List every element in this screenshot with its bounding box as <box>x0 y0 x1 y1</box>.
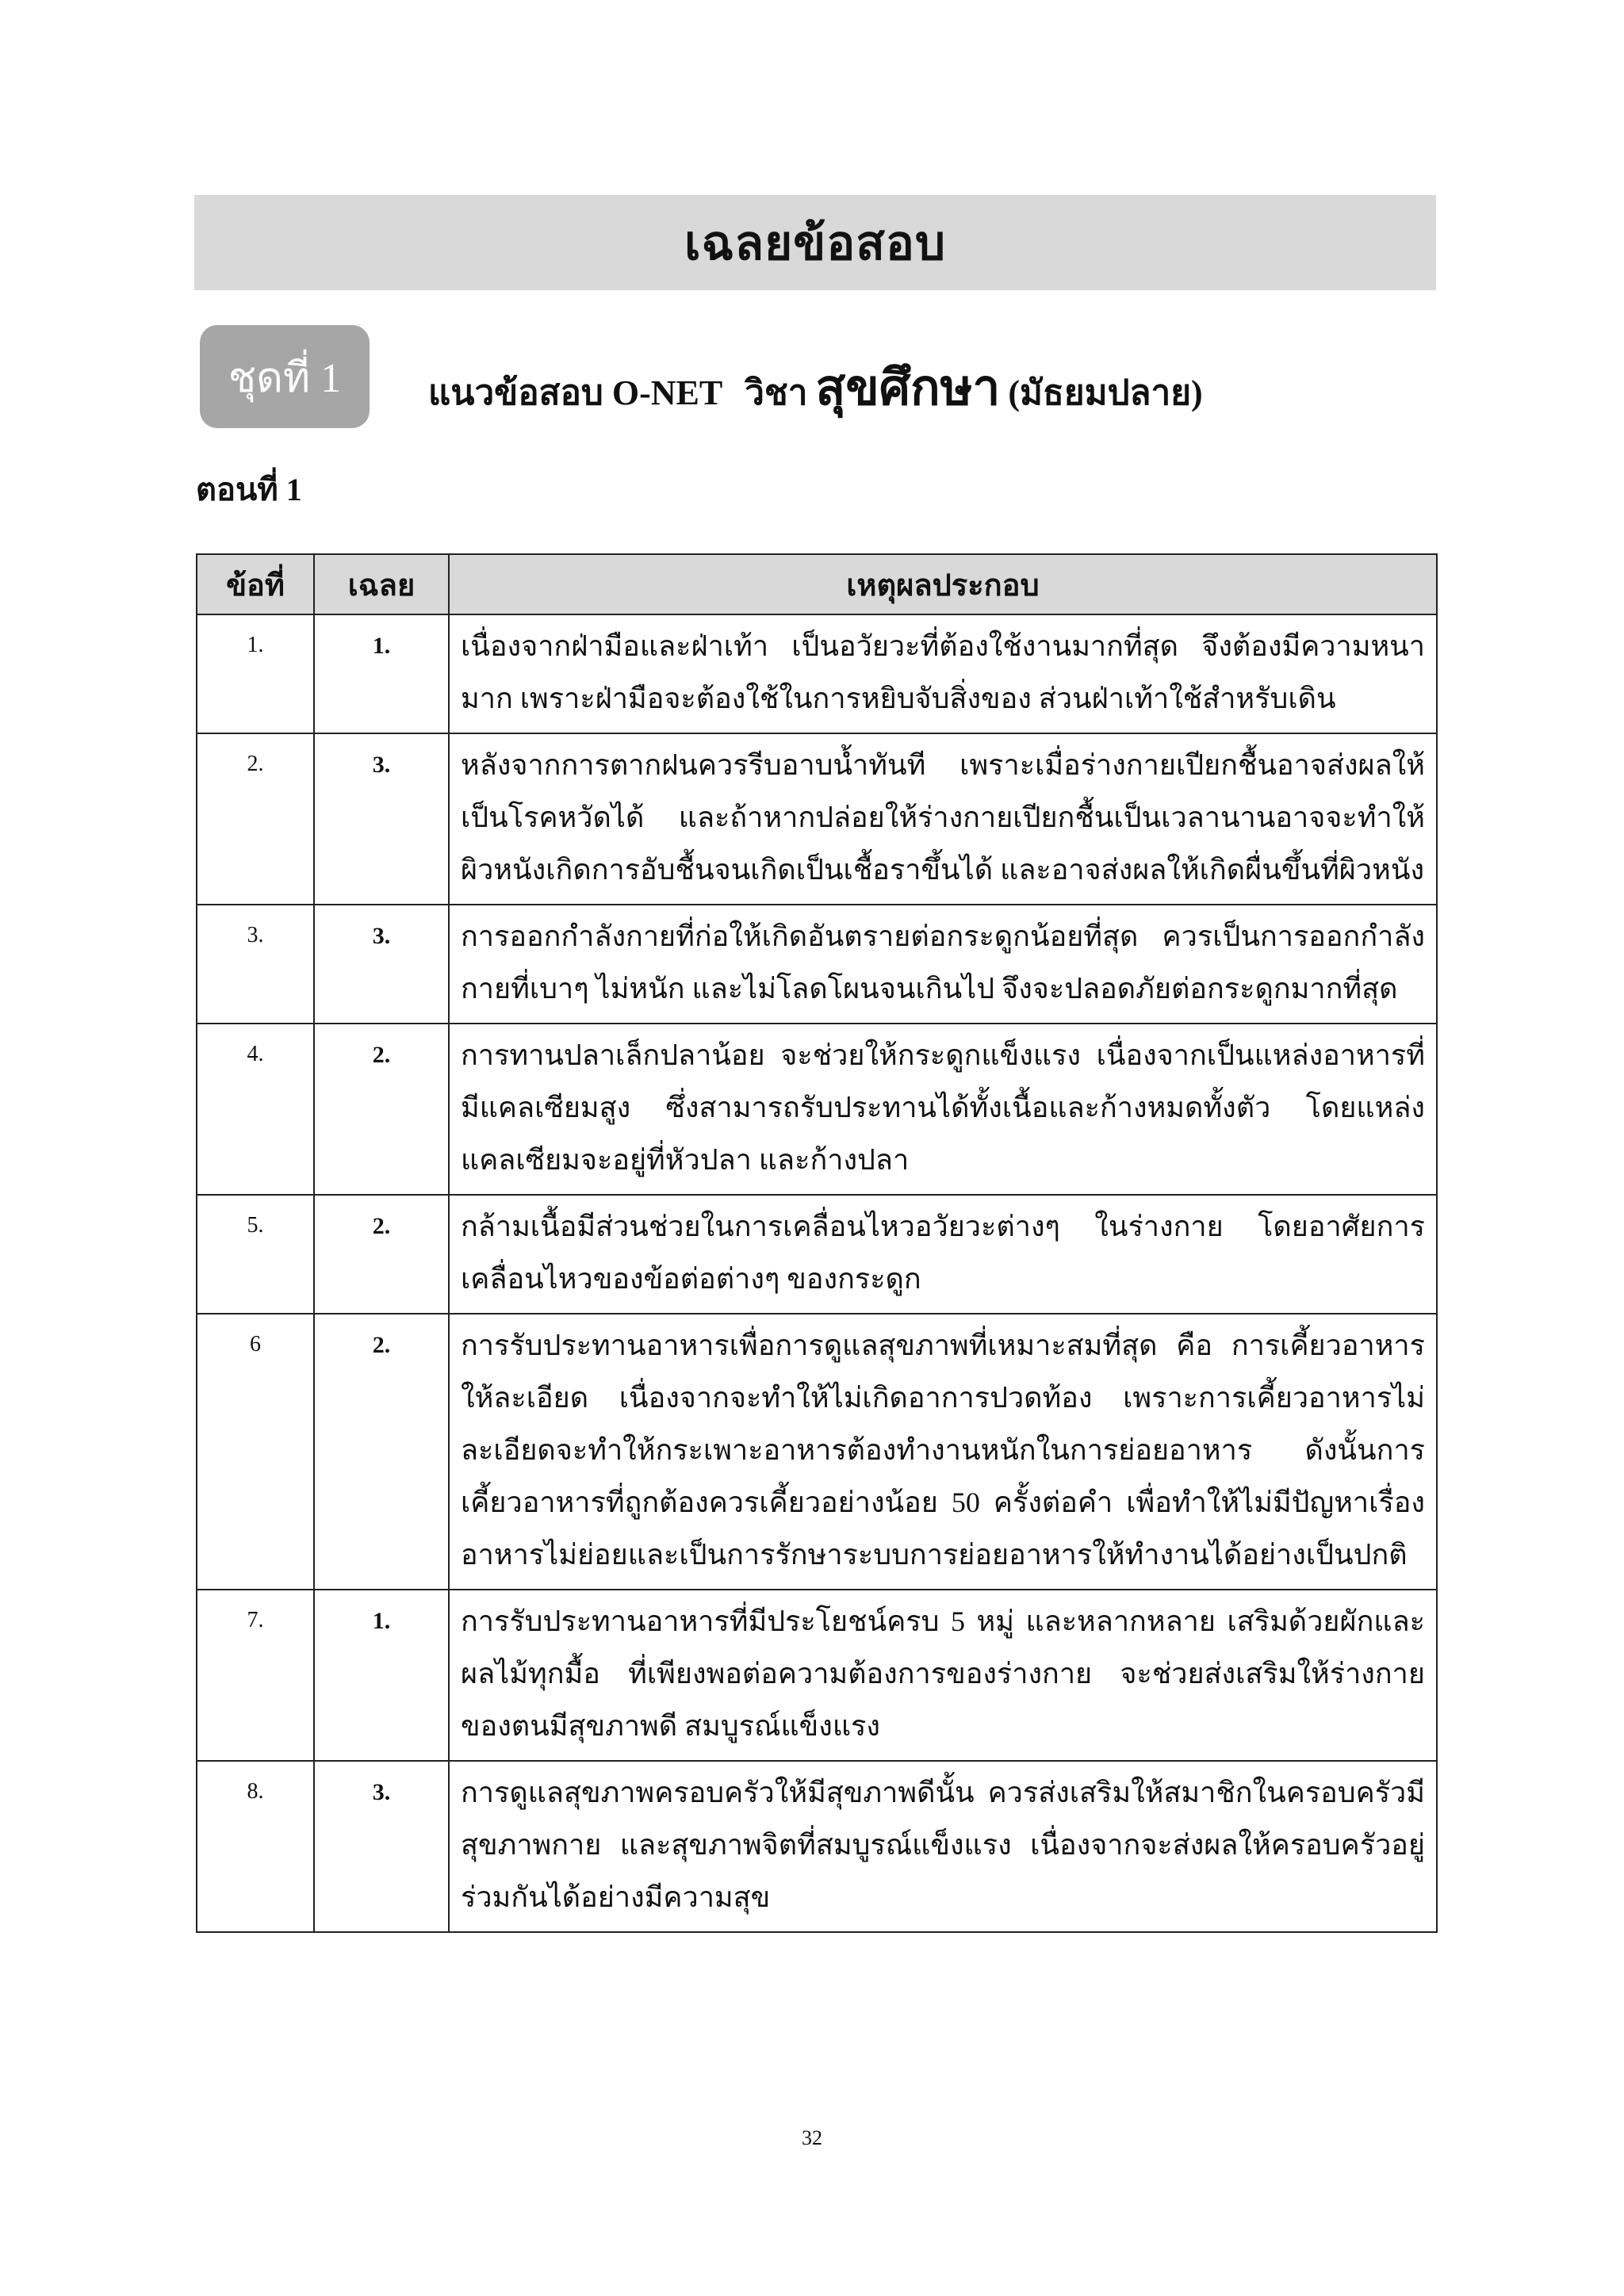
answer-value: 2. <box>314 1195 449 1314</box>
reason-text: การดูแลสุขภาพครอบครัวให้มีสุขภาพดีนั้น ควรส่งเสริมให้สมาชิกในครอบครัวมีสุขภาพกาย และสุขภาพจิตที่สมบูรณ์แข็งแรง เนื่องจากจะส่งผลให้ครอบครัวอยู่ร่วมกันได้อย่างมีความสุข <box>449 1761 1437 1932</box>
answer-value: 1. <box>314 614 449 733</box>
item-number: 1. <box>197 614 314 733</box>
section-label: ตอนที่ 1 <box>196 472 302 507</box>
answer-table <box>196 553 1438 1933</box>
table-row <box>197 1024 1437 1195</box>
set-badge <box>200 325 370 428</box>
reason-text: หลังจากการตากฝนควรรีบอาบน้ำทันที เพราะเมื่อร่างกายเปียกชื้นอาจส่งผลให้เป็นโรคหวัดได้ และถ้าหากปล่อยให้ร่างกายเปียกชื้นเป็นเวลานานอาจจะทำให้ผิวหนังเกิดการอับชื้นจนเกิดเป็นเชื้อราขึ้นได้ และอาจส่งผลให้เกิดผื่นขึ้นที่ผิวหนัง <box>449 733 1437 905</box>
item-number: 8. <box>197 1761 314 1932</box>
table-row <box>197 1590 1437 1761</box>
table-row <box>197 905 1437 1024</box>
reason-text: กล้ามเนื้อมีส่วนช่วยในการเคลื่อนไหวอวัยวะต่างๆ ในร่างกาย โดยอาศัยการเคลื่อนไหวของข้อต่อต่างๆ ของกระดูก <box>449 1195 1437 1314</box>
item-number: 2. <box>197 733 314 905</box>
subtitle-subject-label: วิชา <box>745 373 808 412</box>
item-number: 3. <box>197 905 314 1024</box>
item-number: 7. <box>197 1590 314 1761</box>
column-header-item: ข้อที่ <box>197 554 314 614</box>
reason-text: การทานปลาเล็กปลาน้อย จะช่วยให้กระดูกแข็งแรง เนื่องจากเป็นแหล่งอาหารที่มีแคลเซียมสูง ซึ่งสามารถรับประทานได้ทั้งเนื้อและก้างหมดทั้งตัว โดยแหล่งแคลเซียมจะอยู่ที่หัวปลา และก้างปลา <box>449 1024 1437 1195</box>
answer-value: 2. <box>314 1314 449 1590</box>
page-title-banner <box>194 195 1436 290</box>
subtitle-subject: สุขศึกษา <box>815 362 1001 415</box>
page-title: เฉลยข้อสอบ <box>684 216 947 270</box>
answer-value: 3. <box>314 905 449 1024</box>
set-badge-label: ชุดที่ 1 <box>228 355 342 401</box>
table-row <box>197 1195 1437 1314</box>
reason-text: การรับประทานอาหารที่มีประโยชน์ครบ 5 หมู่ และหลากหลาย เสริมด้วยผักและผลไม้ทุกมื้อ ที่เพียงพอต่อความต้องการของร่างกาย จะช่วยส่งเสริมให้ร่างกายของตนมีสุขภาพดี สมบูรณ์แข็งแรง <box>449 1590 1437 1761</box>
table-header-row <box>197 554 1437 614</box>
answer-value: 2. <box>314 1024 449 1195</box>
page-number: 32 <box>802 2126 822 2149</box>
table-row <box>197 1761 1437 1932</box>
table-row <box>197 614 1437 733</box>
exam-subtitle <box>428 349 1203 415</box>
column-header-answer: เฉลย <box>314 554 449 614</box>
answer-value: 3. <box>314 1761 449 1932</box>
item-number: 4. <box>197 1024 314 1195</box>
table-row <box>197 733 1437 905</box>
answer-value: 3. <box>314 733 449 905</box>
item-number: 5. <box>197 1195 314 1314</box>
subtitle-level: (มัธยมปลาย) <box>1008 373 1203 412</box>
item-number: 6 <box>197 1314 314 1590</box>
answer-value: 1. <box>314 1590 449 1761</box>
column-header-reason: เหตุผลประกอบ <box>449 554 1437 614</box>
subtitle-prefix: แนวข้อสอบ O-NET <box>428 373 723 412</box>
reason-text: การรับประทานอาหารเพื่อการดูแลสุขภาพที่เหมาะสมที่สุด คือ การเคี้ยวอาหารให้ละเอียด เนื่องจากจะทำให้ไม่เกิดอาการปวดท้อง เพราะการเคี้ยวอาหารไม่ละเอียดจะทำให้กระเพาะอาหารต้องทำงานหนักในการย่อยอาหาร ดังนั้นการเคี้ยวอาหารที่ถูกต้องควรเคี้ยวอย่างน้อย 50 ครั้งต่อคำ เพื่อทำให้ไม่มีปัญหาเรื่องอาหารไม่ย่อยและเป็นการรักษาระบบการย่อยอาหารให้ทำงานได้อย่างเป็นปกติ <box>449 1314 1437 1590</box>
reason-text: เนื่องจากฝ่ามือและฝ่าเท้า เป็นอวัยวะที่ต้องใช้งานมากที่สุด จึงต้องมีความหนามาก เพราะฝ่ามือจะต้องใช้ในการหยิบจับสิ่งของ ส่วนฝ่าเท้าใช้สำหรับเดิน <box>449 614 1437 733</box>
reason-text: การออกกำลังกายที่ก่อให้เกิดอันตรายต่อกระดูกน้อยที่สุด ควรเป็นการออกกำลังกายที่เบาๆ ไม่หนัก และไม่โลดโผนจนเกินไป จึงจะปลอดภัยต่อกระดูกมากที่สุด <box>449 905 1437 1024</box>
table-row <box>197 1314 1437 1590</box>
